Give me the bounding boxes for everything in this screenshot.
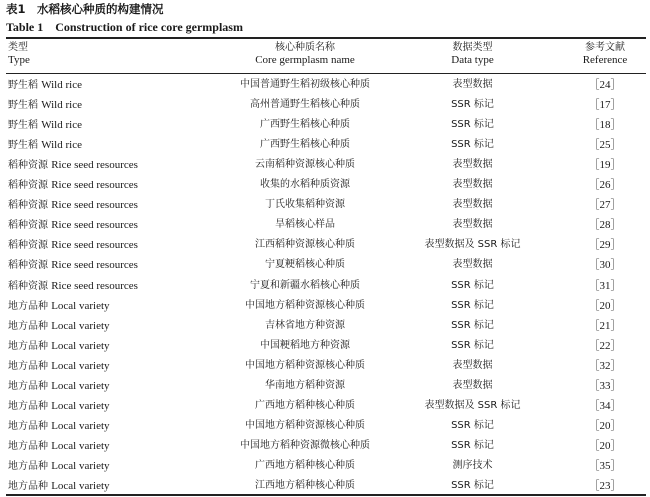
bottom-rule [6, 494, 646, 496]
cell-type-en: Local variety [51, 480, 110, 492]
cell-type [8, 115, 82, 136]
cell-name: 江西稻种资源核心种质 [255, 239, 355, 251]
cell-name: 中国地方稻种资源核心种质 [245, 299, 365, 311]
cell-type-en: Local variety [51, 459, 110, 472]
cell-data-type: SSR 标记 [451, 319, 494, 331]
header-type-en: Type [8, 54, 30, 66]
cell-type-en: Local variety [51, 379, 110, 392]
table-row [0, 135, 650, 155]
cell-name: 广西野生稻核心种质 [260, 119, 350, 131]
cell-type-cn: 稻种资源 [8, 160, 48, 172]
cell-reference: ［23］ [588, 480, 622, 492]
cell-reference: ［18］ [588, 119, 622, 132]
cell-name: 广西地方稻种核心种质 [255, 399, 355, 411]
table-row [0, 235, 650, 255]
cell-type-cn: 稻种资源 [8, 260, 48, 272]
cell-type-en: Rice seed resources [51, 279, 138, 292]
cell-reference: ［29］ [588, 239, 622, 252]
header-data-en: Data type [451, 54, 494, 66]
cell-reference: ［20］ [588, 439, 622, 452]
table-row [0, 376, 650, 396]
cell-type [8, 255, 138, 276]
cell-type-cn: 地方品种 [8, 440, 48, 452]
cell-type-en: Local variety [51, 299, 110, 312]
cell-type-en: Local variety [51, 359, 110, 372]
cell-reference: ［27］ [588, 199, 622, 212]
cell-type [8, 195, 138, 216]
cell-data-type: 表型数据 [452, 179, 493, 191]
cell-reference: ［25］ [588, 139, 622, 152]
cell-type [8, 336, 110, 357]
cell-name: 华南地方稻种资源 [265, 379, 345, 391]
cell-type-en: Local variety [51, 419, 110, 432]
cell-type-en: Rice seed resources [51, 199, 138, 212]
cell-name: 江西地方稻种核心种质 [255, 480, 355, 491]
cell-type-cn: 野生稻 [8, 100, 38, 112]
header-type [8, 41, 30, 67]
cell-type-en: Rice seed resources [51, 239, 138, 252]
table-row [0, 436, 650, 456]
table-row [0, 95, 650, 115]
cell-data-type: 表型数据 [452, 259, 493, 271]
cell-data-type: SSR 标记 [451, 439, 494, 451]
header-name-en: Core germplasm name [255, 54, 355, 66]
cell-type-en: Rice seed resources [51, 219, 138, 232]
cell-name: 丁氏收集稻种资源 [265, 199, 345, 211]
table-caption-cn: 表1 水稻核心种质的构建情况 [6, 2, 164, 16]
cell-name: 中国粳稻地方种资源 [260, 339, 350, 351]
cell-type [8, 235, 138, 256]
cell-data-type: 表型数据 [452, 379, 493, 391]
cell-type [8, 296, 110, 317]
cell-data-type: 表型数据及 SSR 标记 [424, 399, 521, 411]
cell-type-en: Local variety [51, 339, 110, 352]
cell-data-type: SSR 标记 [451, 419, 494, 431]
cell-type-cn: 地方品种 [8, 400, 48, 412]
table-row [0, 416, 650, 436]
table-row [0, 115, 650, 135]
cell-data-type: SSR 标记 [451, 99, 494, 111]
cell-type [8, 276, 138, 297]
cell-type [8, 456, 110, 477]
cell-data-type: SSR 标记 [451, 139, 494, 151]
cell-type [8, 396, 110, 417]
table-row [0, 356, 650, 376]
cell-type-cn: 地方品种 [8, 481, 48, 492]
cell-name: 广西地方稻种核心种质 [255, 459, 355, 471]
cell-type-cn: 稻种资源 [8, 180, 48, 192]
cell-type-cn: 稻种资源 [8, 200, 48, 212]
header-ref-cn: 参考文献 [585, 42, 625, 53]
cell-reference: ［26］ [588, 179, 622, 192]
cell-reference: ［30］ [588, 259, 622, 272]
cell-reference: ［19］ [588, 159, 622, 172]
table-row [0, 276, 650, 296]
cell-type [8, 215, 138, 236]
cell-type-cn: 地方品种 [8, 320, 48, 332]
cell-type [8, 356, 110, 377]
cell-type-cn: 地方品种 [8, 420, 48, 432]
cell-name: 吉林省地方种资源 [265, 319, 345, 331]
cell-data-type: SSR 标记 [451, 299, 494, 311]
cell-type-cn: 地方品种 [8, 300, 48, 312]
cell-name: 收集的水稻种质资源 [260, 179, 350, 191]
cell-type-en: Local variety [51, 399, 110, 412]
table-row [0, 456, 650, 476]
cell-type [8, 75, 82, 96]
cell-reference: ［17］ [588, 99, 622, 112]
cell-name: 宁夏粳稻核心种质 [265, 259, 345, 271]
cell-type [8, 416, 110, 437]
cell-name: 中国地方稻种资源核心种质 [245, 359, 365, 371]
header-ref-en: Reference [582, 54, 628, 66]
cell-type [8, 436, 110, 457]
cell-reference: ［28］ [588, 219, 622, 232]
cell-name: 广西野生稻核心种质 [260, 139, 350, 151]
table-row [0, 215, 650, 235]
cell-name: 旱稻核心样品 [275, 219, 335, 231]
cell-type [8, 155, 138, 176]
cell-reference: ［33］ [588, 379, 622, 392]
cell-reference: ［22］ [588, 339, 622, 352]
cell-type-en: Wild rice [41, 99, 82, 112]
cell-data-type: SSR 标记 [451, 480, 494, 491]
cell-reference: ［20］ [588, 299, 622, 312]
cell-type-en: Local variety [51, 319, 110, 332]
cell-reference: ［20］ [588, 419, 622, 432]
cell-name: 云南稻种资源核心种质 [255, 159, 355, 171]
table-row [0, 75, 650, 95]
cell-data-type: 表型数据 [452, 199, 493, 211]
cell-type-en: Wild rice [41, 79, 82, 91]
table-row [0, 175, 650, 195]
cell-name: 中国普通野生稻初级核心种质 [240, 79, 370, 90]
cell-type-cn: 稻种资源 [8, 220, 48, 232]
cell-type [8, 316, 110, 337]
cell-type-en: Wild rice [41, 119, 82, 132]
cell-type-cn: 稻种资源 [8, 240, 48, 252]
cell-data-type: 表型数据 [452, 359, 493, 371]
cell-reference: ［34］ [588, 399, 622, 412]
table-row [0, 336, 650, 356]
header-data-cn: 数据类型 [452, 42, 493, 53]
table-row [0, 155, 650, 175]
cell-data-type: SSR 标记 [451, 119, 494, 131]
cell-type-en: Local variety [51, 439, 110, 452]
header-rule [6, 73, 646, 74]
cell-type-en: Rice seed resources [51, 159, 138, 172]
cell-type-cn: 野生稻 [8, 80, 38, 91]
cell-type-en: Rice seed resources [51, 259, 138, 272]
cell-type-cn: 地方品种 [8, 460, 48, 472]
cell-reference: ［24］ [588, 79, 622, 91]
cell-type-cn: 野生稻 [8, 140, 38, 152]
table-caption-en: Table 1 Construction of rice core germplasm [6, 20, 243, 34]
cell-type [8, 175, 138, 196]
cell-type-cn: 地方品种 [8, 340, 48, 352]
cell-data-type: 表型数据 [452, 159, 493, 171]
cell-data-type: SSR 标记 [451, 339, 494, 351]
cell-type-cn: 地方品种 [8, 360, 48, 372]
cell-reference: ［21］ [588, 319, 622, 332]
cell-type [8, 135, 82, 156]
table-row [0, 296, 650, 316]
cell-name: 宁夏和新疆水稻核心种质 [250, 279, 360, 291]
cell-reference: ［32］ [588, 359, 622, 372]
header-data [425, 41, 520, 67]
table-row [0, 195, 650, 215]
cell-data-type: SSR 标记 [451, 279, 494, 291]
cell-data-type: 表型数据 [452, 219, 493, 231]
table-row [0, 316, 650, 336]
top-rule [6, 37, 646, 39]
table-row [0, 255, 650, 275]
cell-reference: ［35］ [588, 459, 622, 472]
cell-name: 中国地方稻种资源微核心种质 [240, 439, 370, 451]
cell-data-type: 表型数据及 SSR 标记 [424, 239, 521, 251]
cell-data-type: 测序技术 [452, 459, 493, 471]
cell-type [8, 376, 110, 397]
cell-name: 高州普通野生稻核心种质 [250, 99, 360, 111]
cell-type [8, 95, 82, 116]
cell-type-cn: 稻种资源 [8, 280, 48, 292]
cell-type-en: Rice seed resources [51, 179, 138, 192]
header-name [170, 41, 440, 67]
header-ref [560, 41, 650, 67]
cell-type-en: Wild rice [41, 139, 82, 152]
cell-reference: ［31］ [588, 279, 622, 292]
header-type-cn: 类型 [8, 42, 28, 53]
cell-type-cn: 地方品种 [8, 380, 48, 392]
cell-type-cn: 野生稻 [8, 120, 38, 132]
cell-data-type: 表型数据 [452, 79, 493, 90]
header-name-cn: 核心种质名称 [275, 42, 335, 53]
cell-name: 中国地方稻种资源核心种质 [245, 419, 365, 431]
table-row [0, 396, 650, 416]
table-row [0, 476, 650, 496]
